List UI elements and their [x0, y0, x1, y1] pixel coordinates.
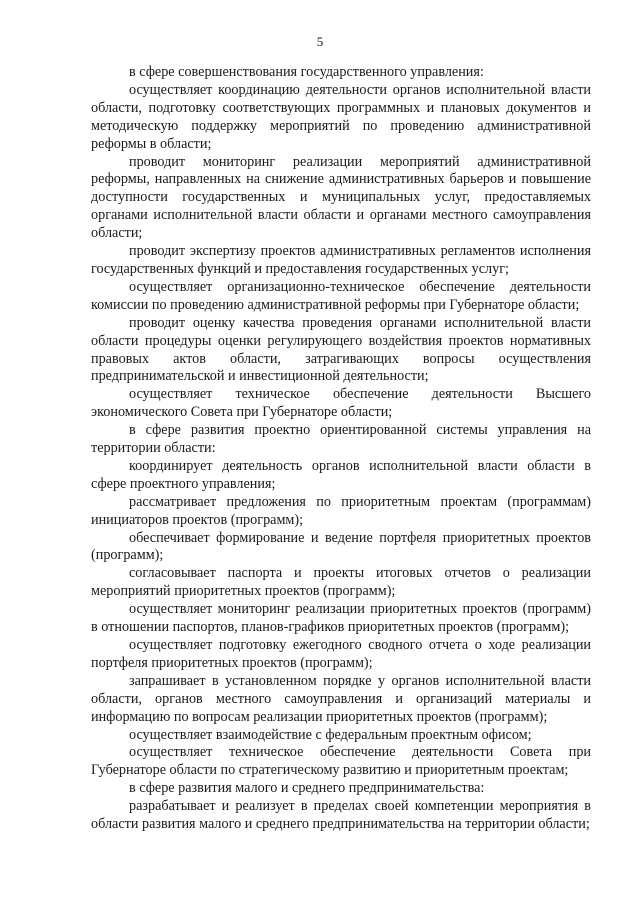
paragraph: осуществляет взаимодействие с федеральным проектным офисом;	[129, 726, 532, 743]
page-number: 5	[316, 34, 324, 49]
paragraph: обеспечивает формирование и ведение портфеля приоритетных проектов (программ);	[91, 529, 591, 564]
paragraph: запрашивает в установленном порядке у органов исполнительной власти области, органов местного самоуправления и организаций материалы и информацию по вопросам реализации приоритетных проектов (программ);	[91, 672, 591, 725]
paragraph-section-project-management: в сфере развития проектно ориентированной системы управления на территории области:	[91, 422, 591, 457]
document-body	[91, 64, 591, 834]
paragraph: осуществляет техническое обеспечение деятельности Совета при Губернаторе области по стратегическому развитию и приоритетным проектам;	[91, 744, 591, 779]
paragraph: осуществляет техническое обеспечение деятельности Высшего экономического Совета при Губернаторе области;	[91, 386, 591, 421]
paragraph: рассматривает предложения по приоритетным проектам (программам) инициаторов проектов (программ);	[91, 493, 591, 528]
paragraph: проводит экспертизу проектов административных регламентов исполнения государственных функций и предоставления государственных услуг;	[91, 243, 591, 277]
paragraph: согласовывает паспорта и проекты итоговых отчетов о реализации мероприятий приоритетных проектов (программ);	[91, 565, 591, 600]
paragraph: осуществляет организационно-техническое обеспечение деятельности комиссии по проведению административной реформы при Губернаторе области;	[91, 278, 591, 313]
paragraph-section-public-administration: в сфере совершенствования государственного управления:	[129, 64, 484, 80]
paragraph: осуществляет координацию деятельности органов исполнительной власти области, подготовку соответствующих программных и плановых документов и методическую поддержку мероприятий по проведению административной реформы в области;	[91, 81, 591, 152]
paragraph: разрабатывает и реализует в пределах своей компетенции мероприятия в области развития малого и среднего предпринимательства на территории области;	[91, 798, 591, 833]
paragraph: осуществляет подготовку ежегодного сводного отчета о ходе реализации портфеля приоритетных проектов (программ);	[91, 637, 591, 671]
paragraph: проводит мониторинг реализации мероприятий административной реформы, направленных на снижение административных барьеров и повышение доступности государственных и муниципальных услуг, предоставляемых органами исполнительной власти области и органами местного самоуправления области;	[91, 153, 591, 242]
paragraph: осуществляет мониторинг реализации приоритетных проектов (программ) в отношении паспортов, планов-графиков приоритетных проектов (программ);	[91, 601, 591, 636]
paragraph: проводит оценку качества проведения органами исполнительной власти области процедуры оценки регулирующего воздействия проектов нормативных правовых актов области, затрагивающих вопросы осуществления предпринимательской и инвестиционной деятельности;	[91, 314, 591, 385]
paragraph-section-small-business: в сфере развития малого и среднего предпринимательства:	[129, 780, 485, 797]
paragraph: координирует деятельность органов исполнительной власти области в сфере проектного управления;	[91, 457, 591, 492]
